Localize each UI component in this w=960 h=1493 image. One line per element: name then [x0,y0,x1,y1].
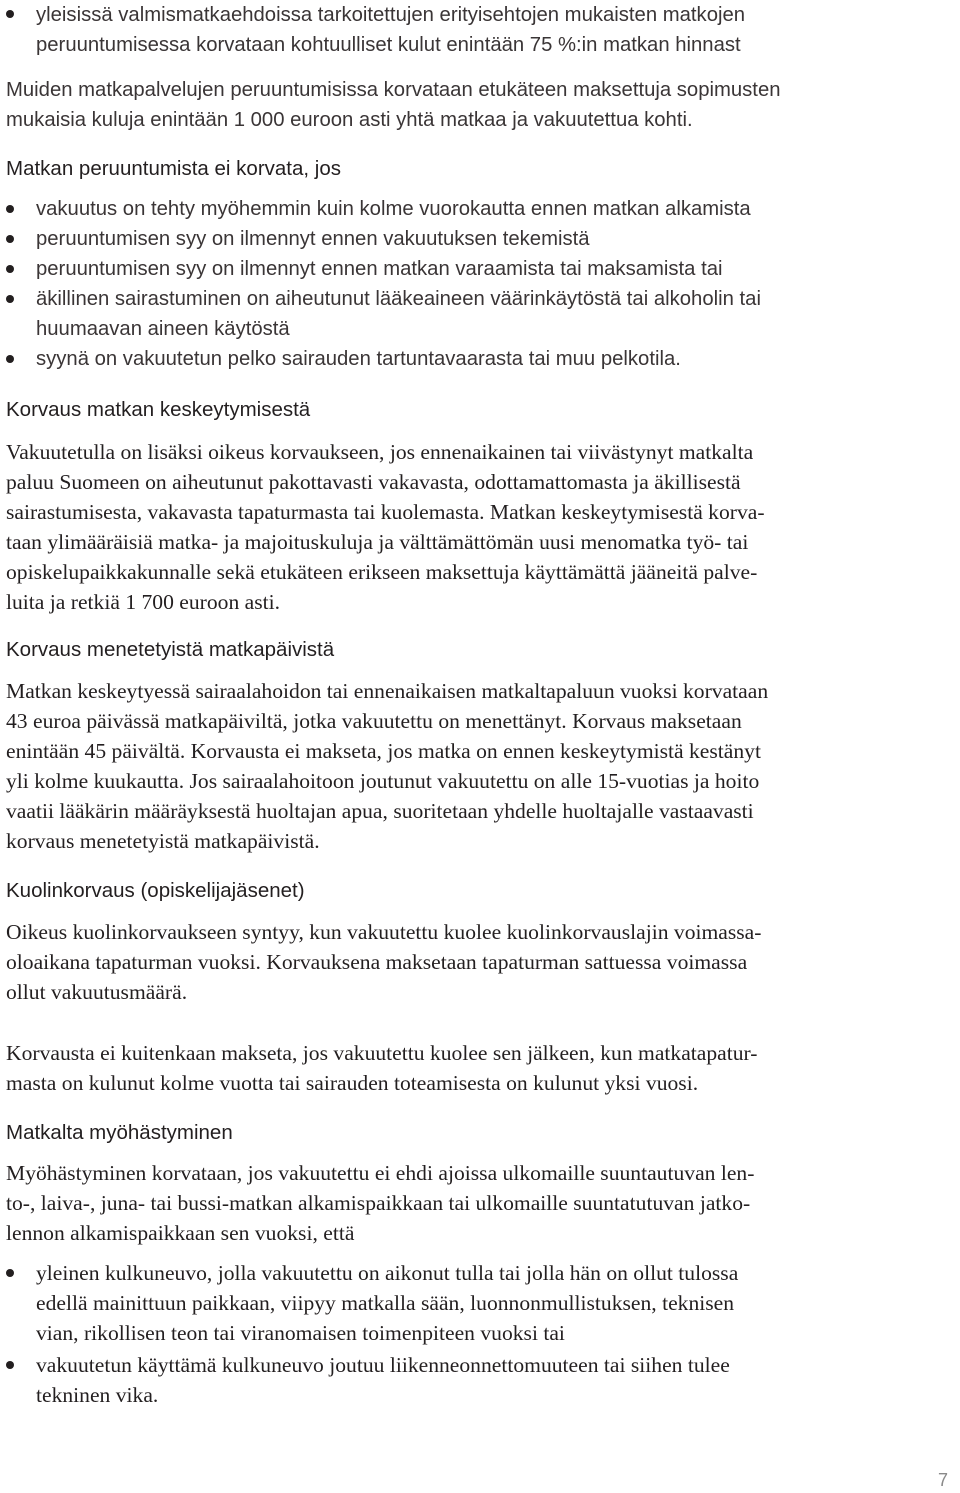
bullet-icon [6,295,14,303]
paragraph-line: taan ylimääräisiä matka- ja majoituskuluja ja välttämättömän uusi menomatka työ- tai [6,530,749,554]
paragraph-line: opiskelupaikkakunnalle sekä etukäteen erikseen maksettuja käyttämättä jääneitä palve- [6,560,758,584]
list-item-line: peruuntumisessa korvataan kohtuulliset kulut enintään 75 %:in matkan hinnast [36,34,741,56]
bullet-icon [6,355,14,363]
paragraph-line: enintään 45 päivältä. Korvausta ei makseta, jos matka on ennen keskeytymistä kestänyt [6,739,761,763]
list-item-line: tekninen vika. [36,1383,159,1407]
bullet-icon [6,235,14,243]
intro-line: mukaisia kuluja enintään 1 000 euroon asti yhtä matkaa ja vakuutettua kohti. [6,109,693,131]
paragraph-line: Oikeus kuolinkorvaukseen syntyy, kun vakuutettu kuolee kuolinkorvauslajin voimassa- [6,920,762,944]
bullet-icon [6,265,14,273]
list-item-line: peruuntumisen syy on ilmennyt ennen matkan varaamista tai maksamista tai [36,258,723,280]
paragraph-line: vaatii lääkärin määräyksestä huoltajan apua, suoritetaan yhdelle huoltajalle vastaavasti [6,799,754,823]
list-item-line: edellä mainittuun paikkaan, viipyy matkalla sään, luonnonmullistuksen, teknisen [36,1291,735,1315]
paragraph-line: Matkan keskeytyessä sairaalahoidon tai ennenaikaisen matkaltapaluun vuoksi korvataan [6,679,769,703]
paragraph-line: yli kolme kuukautta. Jos sairaalahoitoon joutunut vakuutettu on alle 15-vuotias ja hoito [6,769,760,793]
paragraph-line: 43 euroa päivässä matkapäiviltä, jotka vakuutettu on menettänyt. Korvaus maksetaan [6,709,742,733]
paragraph-line: sairastumisesta, vakavasta tapaturmasta tai kuolemasta. Matkan keskeytymisestä korva- [6,500,765,524]
paragraph-line: Korvausta ei kuitenkaan makseta, jos vakuutettu kuolee sen jälkeen, kun matkatapatur- [6,1041,758,1065]
list-item-line: syynä on vakuutetun pelko sairauden tartuntavaarasta tai muu pelkotila. [36,348,681,370]
list-item-line: vakuutus on tehty myöhemmin kuin kolme vuorokautta ennen matkan alkamista [36,198,751,220]
paragraph-line: to-, laiva-, juna- tai bussi-matkan alkamispaikkaan tai ulkomaille suuntatutuvan jatko- [6,1191,751,1215]
bullet-icon [6,1269,14,1277]
list-item-line: yleisissä valmismatkaehdoissa tarkoitettujen erityisehtojen mukaisten matkojen [36,4,746,26]
paragraph-line: Myöhästyminen korvataan, jos vakuutettu ei ehdi ajoissa ulkomaille suuntautuvan len- [6,1161,755,1185]
bullet-icon [6,1361,14,1369]
paragraph-line: ollut vakuutusmäärä. [6,980,188,1004]
document-page [6,0,956,1493]
list-item-line: yleinen kulkuneuvo, jolla vakuutettu on aikonut tulla tai jolla hän on ollut tulossa [36,1261,739,1285]
list-item-line: vakuutetun käyttämä kulkuneuvo joutuu liikenneonnettomuuteen tai siihen tulee [36,1353,730,1377]
paragraph-line: paluu Suomeen on aiheutunut pakottavasti vakavasta, odottamattomasta ja äkillisestä [6,470,741,494]
section-heading: Matkalta myöhästyminen [6,1121,233,1144]
list-item-line: peruuntumisen syy on ilmennyt ennen vakuutuksen tekemistä [36,228,590,250]
paragraph-line: masta on kulunut kolme vuotta tai sairauden toteamisesta on kulunut yksi vuosi. [6,1071,699,1095]
section-heading: Korvaus matkan keskeytymisestä [6,398,311,421]
section-heading: Matkan peruuntumista ei korvata, jos [6,157,341,180]
bullet-icon [6,205,14,213]
paragraph-line: luita ja retkiä 1 700 euroon asti. [6,590,281,614]
paragraph-line: lennon alkamispaikkaan sen vuoksi, että [6,1221,355,1245]
section-heading: Kuolinkorvaus (opiskelijajäsenet) [6,879,305,902]
paragraph-line: Vakuutetulla on lisäksi oikeus korvaukseen, jos ennenaikainen tai viivästynyt matkalta [6,440,754,464]
intro-line: Muiden matkapalvelujen peruuntumisissa korvataan etukäteen maksettuja sopimusten [6,79,781,101]
section-heading: Korvaus menetetyistä matkapäivistä [6,638,335,661]
bullet-icon [6,10,14,18]
list-item-line: huumaavan aineen käytöstä [36,318,290,340]
list-item-line: vian, rikollisen teon tai viranomaisen toimenpiteen vuoksi tai [36,1321,565,1345]
paragraph-line: korvaus menetetyistä matkapäivistä. [6,829,320,853]
page-number: 7 [937,1470,948,1490]
paragraph-line: oloaikana tapaturman vuoksi. Korvauksena maksetaan tapaturman sattuessa voimassa [6,950,748,974]
list-item-line: äkillinen sairastuminen on aiheutunut lääkeaineen väärinkäytöstä tai alkoholin tai [36,288,761,310]
